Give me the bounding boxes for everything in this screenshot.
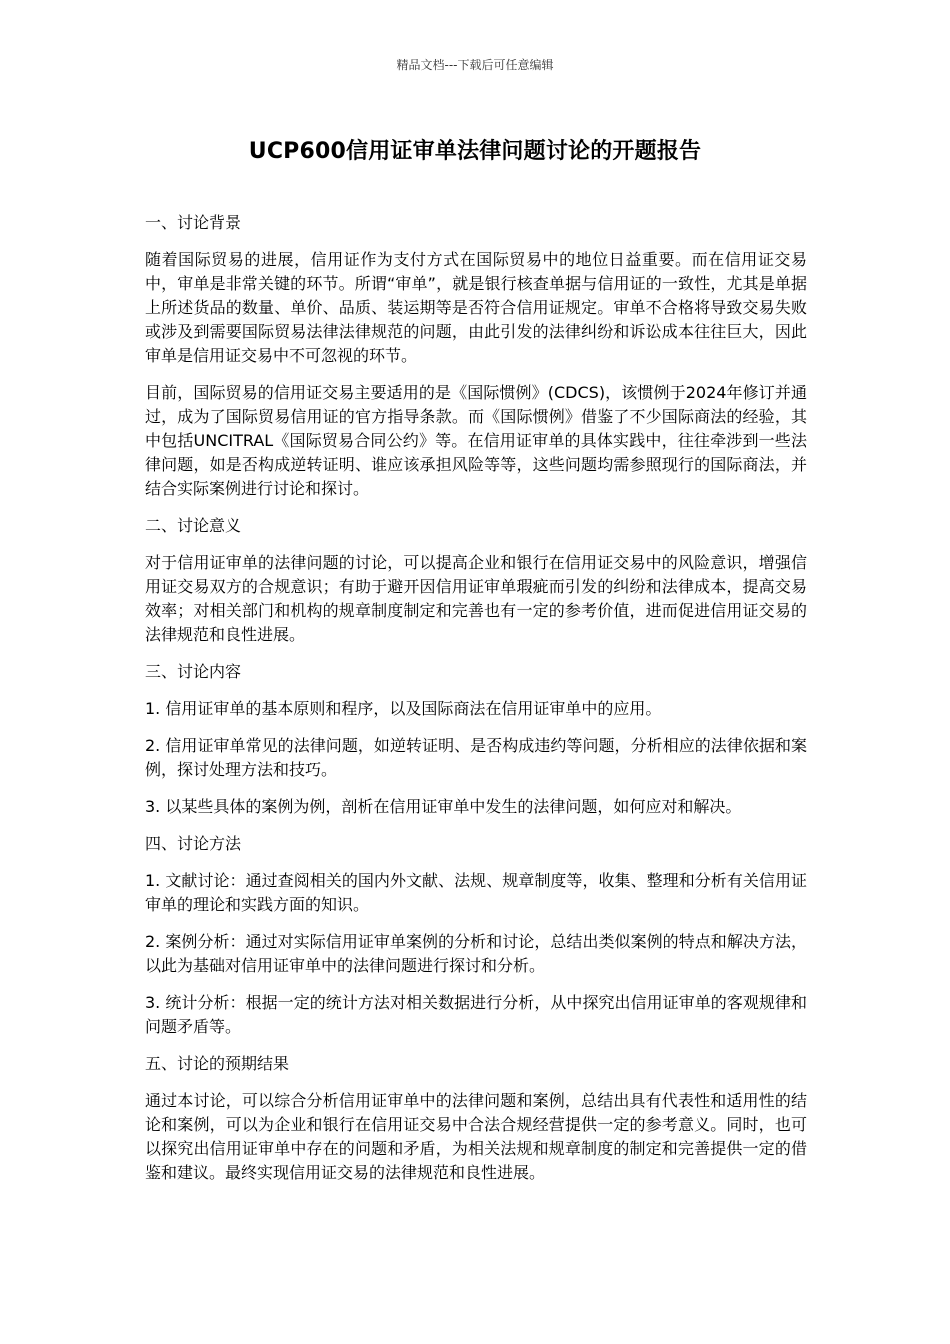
- content-list-item: 3. 以某些具体的案例为例，剖析在信用证审单中发生的法律问题，如何应对和解决。: [145, 797, 742, 816]
- methods-list-item: 3. 统计分析：根据一定的统计方法对相关数据进行分析，从中探究出信用证审单的客观规律和问题矛盾等。: [145, 993, 807, 1036]
- section-heading-content: 三、讨论内容: [145, 662, 242, 681]
- section-heading-significance: 二、讨论意义: [145, 516, 242, 535]
- section-heading-results: 五、讨论的预期结果: [145, 1054, 290, 1073]
- results-paragraph: 通过本讨论，可以综合分析信用证审单中的法律问题和案例，总结出具有代表性和适用性的结论和案例，可以为企业和银行在信用证交易中合法合规经营提供一定的参考意义。同时，也可以探究出信用证审单中存在的问题和矛盾，为相关法规和规章制度的制定和完善提供一定的借鉴和建议。最终实现信用证交易的法律规范和良性进展。: [145, 1091, 807, 1182]
- background-paragraph: 随着国际贸易的进展，信用证作为支付方式在国际贸易中的地位日益重要。而在信用证交易中，审单是非常关键的环节。所谓“审单”，就是银行核查单据与信用证的一致性，尤其是单据上所述货品的数量、单价、品质、装运期等是否符合信用证规定。审单不合格将导致交易失败或涉及到需要国际贸易法律法律规范的问题，由此引发的法律纠纷和诉讼成本往往巨大，因此审单是信用证交易中不可忽视的环节。: [145, 250, 807, 365]
- content-list-item: 2. 信用证审单常见的法律问题，如逆转证明、是否构成违约等问题，分析相应的法律依据和案例，探讨处理方法和技巧。: [145, 736, 807, 779]
- methods-list-item: 1. 文献讨论：通过查阅相关的国内外文献、法规、规章制度等，收集、整理和分析有关信用证审单的理论和实践方面的知识。: [145, 871, 807, 914]
- document-body: [145, 211, 807, 1198]
- methods-list-item: 2. 案例分析：通过对实际信用证审单案例的分析和讨论，总结出类似案例的特点和解决方法，以此为基础对信用证审单中的法律问题进行探讨和分析。: [145, 932, 807, 975]
- section-heading-methods: 四、讨论方法: [145, 834, 242, 853]
- document-title: UCP600信用证审单法律问题讨论的开题报告: [248, 139, 702, 164]
- page-header-note: 精品文档---下载后可任意编辑: [396, 58, 554, 72]
- background-paragraph: 目前，国际贸易的信用证交易主要适用的是《国际惯例》(CDCS)，该惯例于2024年修订并通过，成为了国际贸易信用证的官方指导条款。而《国际惯例》借鉴了不少国际商法的经验，其中包括UNCITRAL《国际贸易合同公约》等。在信用证审单的具体实践中，往往牵涉到一些法律问题，如是否构成逆转证明、谁应该承担风险等等，这些问题均需参照现行的国际商法，并结合实际案例进行讨论和探讨。: [145, 383, 807, 498]
- content-list-item: 1. 信用证审单的基本原则和程序，以及国际商法在信用证审单中的应用。: [145, 699, 662, 718]
- significance-paragraph: 对于信用证审单的法律问题的讨论，可以提高企业和银行在信用证交易中的风险意识，增强信用证交易双方的合规意识；有助于避开因信用证审单瑕疵而引发的纠纷和法律成本，提高交易效率；对相关部门和机构的规章制度制定和完善也有一定的参考价值，进而促进信用证交易的法律规范和良性进展。: [145, 553, 807, 644]
- section-heading-background: 一、讨论背景: [145, 213, 242, 232]
